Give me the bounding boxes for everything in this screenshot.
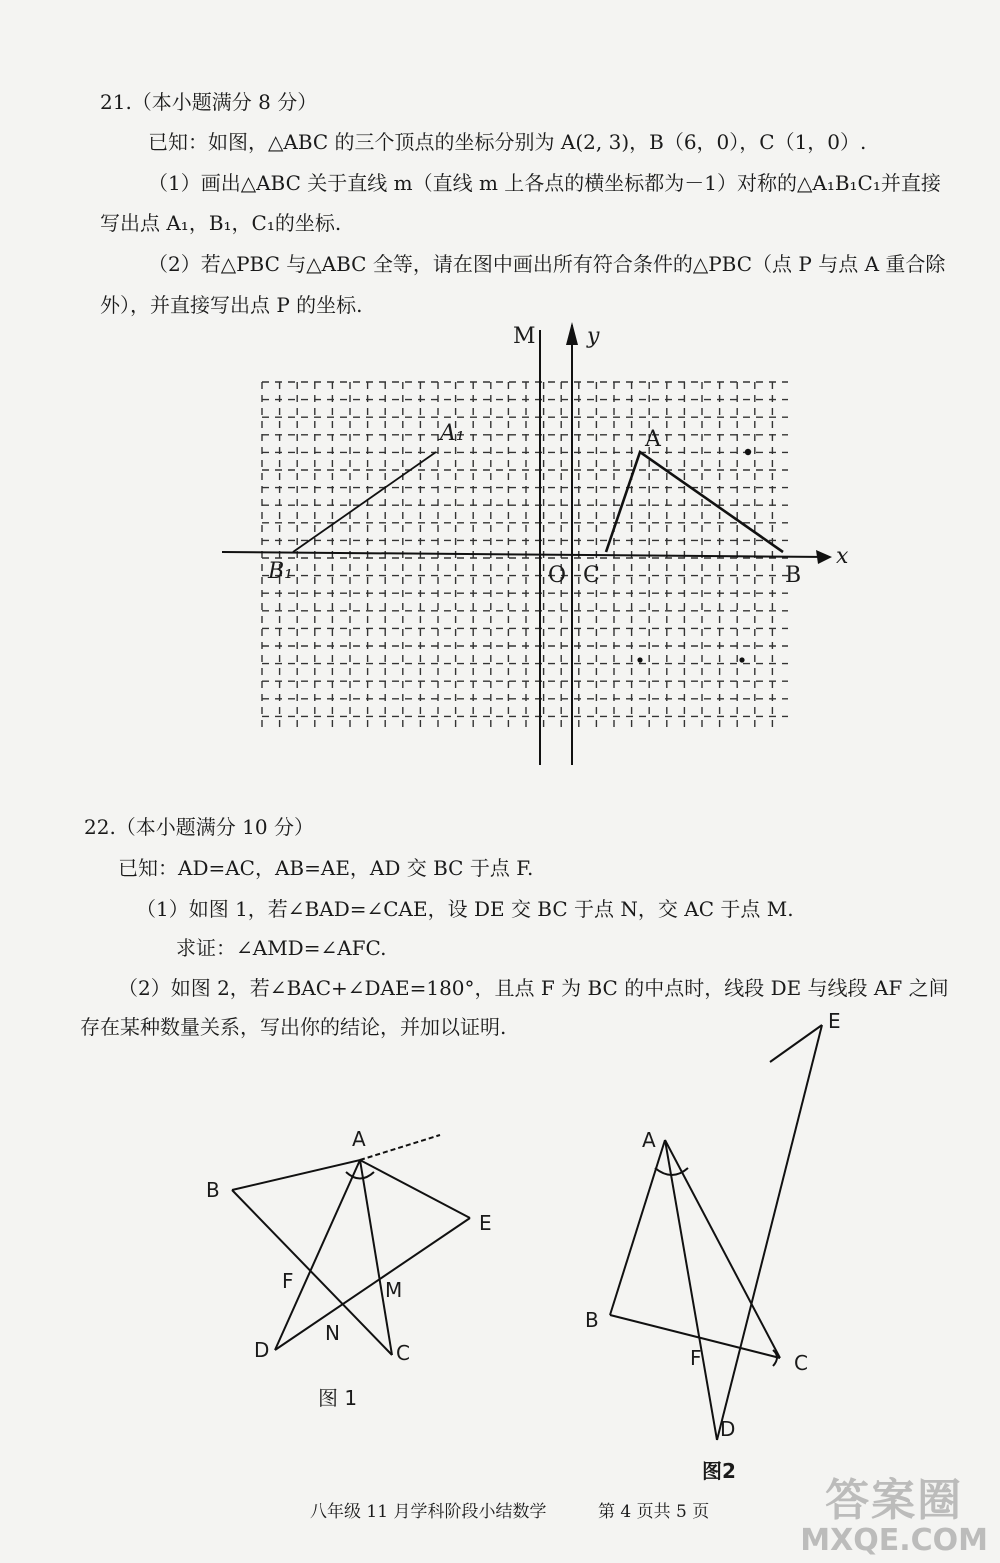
label-m: M: [513, 324, 536, 349]
label-a1: A₁: [440, 421, 465, 446]
q22-prove: 求证：∠AMD=∠AFC.: [176, 936, 387, 960]
label-b: B: [785, 563, 802, 588]
fig2-label-d: D: [720, 1417, 736, 1441]
fig1-label-c: C: [396, 1341, 410, 1365]
q21-part1-line2: 写出点 A₁，B₁，C₁的坐标.: [100, 211, 342, 235]
label-x: x: [836, 544, 849, 569]
fig2-label-f: F: [690, 1346, 702, 1370]
fig1-label-f: F: [282, 1269, 294, 1293]
q21-header: 21.（本小题满分 8 分）: [100, 90, 318, 114]
label-b1: B₁: [268, 559, 293, 584]
q21-part2-line1: （2）若△PBC 与△ABC 全等，请在图中画出所有符合条件的△PBC（点 P 与点 A 重合除: [148, 252, 946, 276]
fig1-label-n: N: [325, 1321, 340, 1345]
label-o: O: [548, 563, 567, 588]
fig1-label-e: E: [479, 1211, 492, 1235]
q22-given: 已知：AD=AC，AB=AE，AD 交 BC 于点 F.: [118, 856, 534, 880]
fig1-label-m: M: [385, 1278, 403, 1302]
fig1-label-d: D: [254, 1338, 270, 1362]
figure-1: [232, 1135, 470, 1355]
label-y: y: [587, 324, 600, 349]
q22-part1: （1）如图 1，若∠BAD=∠CAE，设 DE 交 BC 于点 N，交 AC 于点 M.: [136, 897, 794, 921]
triangle-abc: [606, 452, 783, 552]
fig2-label-c: C: [794, 1351, 808, 1375]
fig1-label-a: A: [352, 1127, 366, 1151]
point-dot: [745, 449, 751, 455]
q21-part1-line1: （1）画出△ABC 关于直线 m（直线 m 上各点的横坐标都为－1）对称的△A₁B₁C₁并直接: [148, 171, 941, 195]
point-dot: [739, 657, 744, 662]
label-c: C: [583, 563, 600, 588]
q22-header: 22.（本小题满分 10 分）: [84, 815, 314, 839]
y-axis-arrow: [566, 322, 578, 345]
watermark-cn: 答案圈: [825, 1475, 964, 1526]
figure-2: [610, 1025, 822, 1440]
fig1-caption: 图 1: [318, 1386, 358, 1410]
q22-part2-line2: 存在某种数量关系，写出你的结论，并加以证明.: [80, 1015, 507, 1039]
footer-page: 第 4 页共 5 页: [598, 1502, 710, 1522]
watermark-logo: [800, 1477, 988, 1557]
q21-part2-line2: 外），并直接写出点 P 的坐标.: [100, 293, 363, 317]
x-axis-arrow: [816, 550, 832, 564]
fig2-label-b: B: [585, 1308, 599, 1332]
fig1-label-b: B: [206, 1178, 220, 1202]
q21-intro: 已知：如图，△ABC 的三个顶点的坐标分别为 A(2, 3)，B（6，0），C（1，0）.: [148, 130, 867, 154]
fig2-caption: 图2: [702, 1459, 736, 1483]
fig2-label-e: E: [828, 1009, 841, 1033]
q22-part2-line1: （2）如图 2，若∠BAC+∠DAE=180°，且点 F 为 BC 的中点时，线段 DE 与线段 AF 之间: [118, 976, 949, 1000]
label-a: A: [645, 427, 661, 452]
watermark-en: MXQE.COM: [800, 1523, 988, 1558]
footer-title: 八年级 11 月学科阶段小结数学: [310, 1502, 547, 1522]
point-dot: [637, 657, 642, 662]
fig2-label-a: A: [642, 1128, 656, 1152]
